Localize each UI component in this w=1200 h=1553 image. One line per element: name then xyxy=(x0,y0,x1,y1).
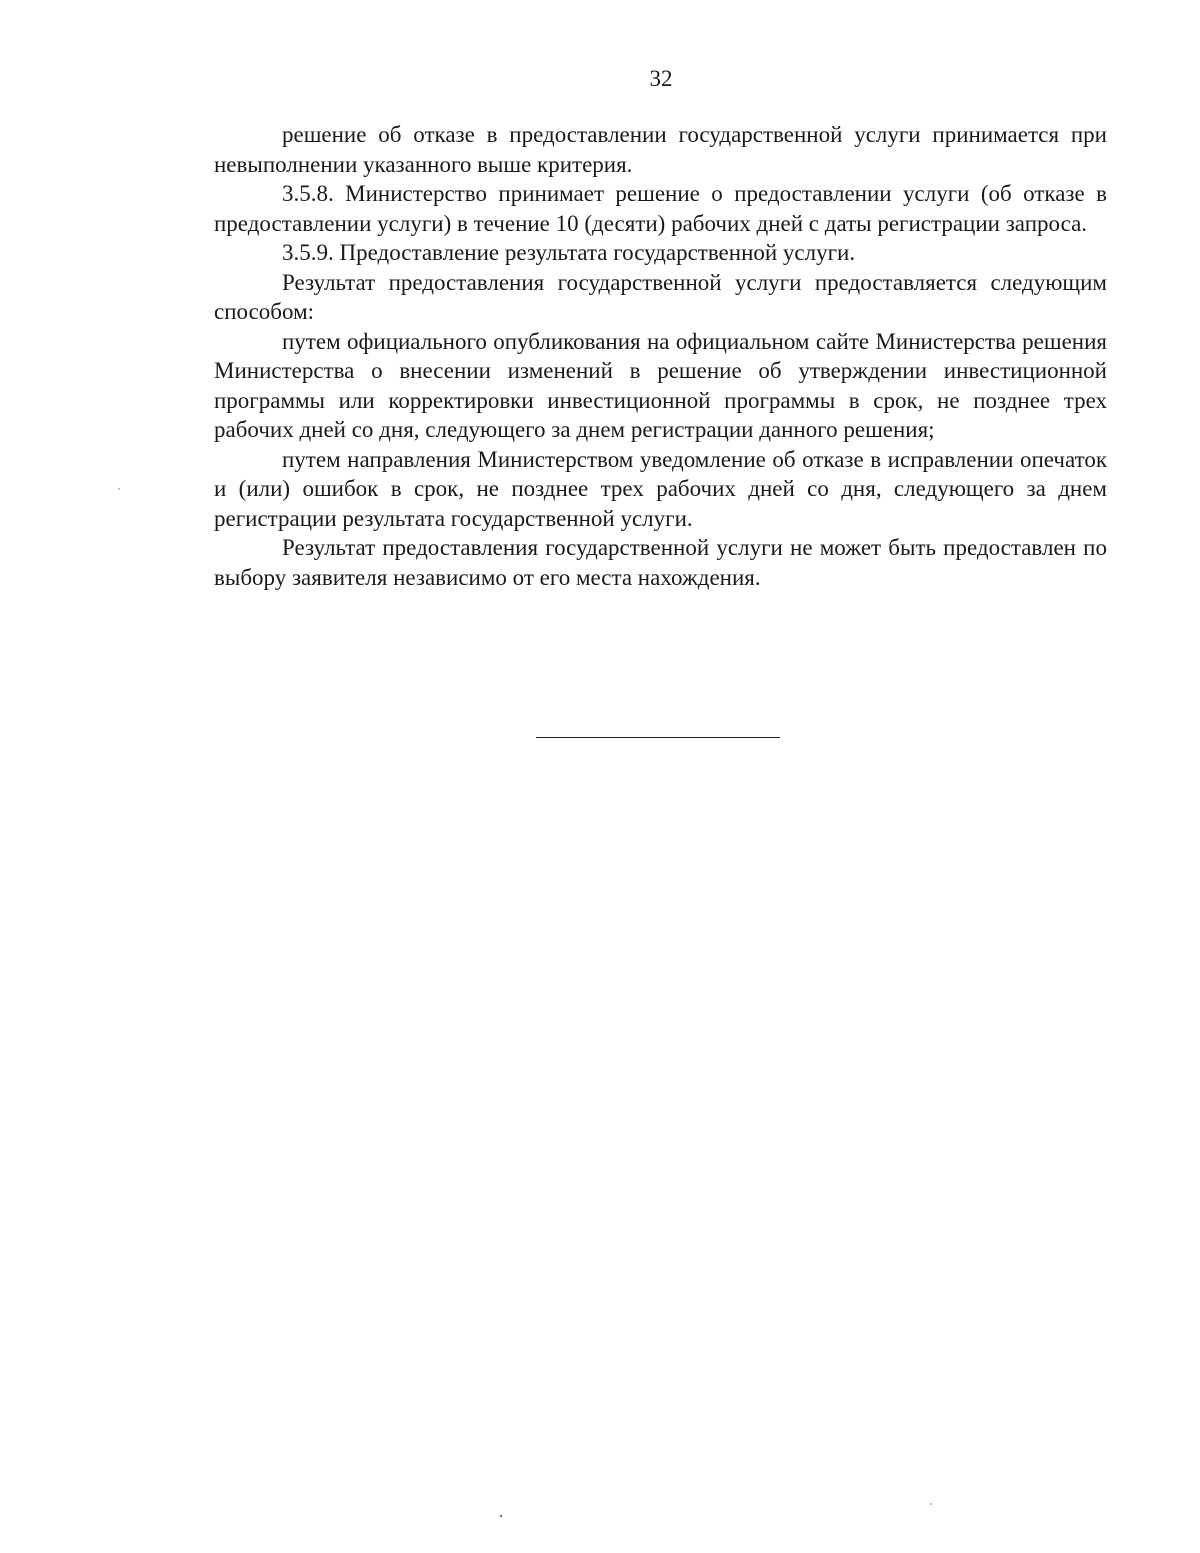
scan-speck xyxy=(118,488,120,490)
paragraph-official-publication: путем официального опубликования на официальном сайте Министерства решения Министерства о внесении изменений в решение об утверждении инвестиционной программы или корректировки инвестиционной программы в срок, не позднее трех рабочих дней со дня, следующего за днем регистрации данного решения; xyxy=(214,328,1107,442)
paragraph-refusal-notice: путем направления Министерством уведомление об отказе в исправлении опечаток и (или) ошибок в срок, не позднее трех рабочих дней со дня, следующего за днем регистрации результата государственной услуги. xyxy=(214,446,1107,531)
paragraph-result-method: Результат предоставления государственной услуги предоставляется следующим способом: xyxy=(214,269,1107,324)
paragraph-3-5-8: 3.5.8. Министерство принимает решение о предоставлении услуги (об отказе в предоставлении услуги) в течение 10 (десяти) рабочих дней с даты регистрации запроса. xyxy=(214,181,1107,236)
scan-speck xyxy=(500,1515,502,1517)
paragraph-refusal-decision: решение об отказе в предоставлении государственной услуги принимается при невыполнении указанного выше критерия. xyxy=(214,122,1107,177)
scan-speck xyxy=(930,1503,932,1505)
page-number: 32 xyxy=(649,66,673,91)
paragraph-extraterritorial: Результат предоставления государственной услуги не может быть предоставлен по выбору заявителя независимо от его места нахождения. xyxy=(214,535,1107,590)
document-body xyxy=(214,120,1107,592)
paragraph-3-5-9: 3.5.9. Предоставление результата государственной услуги. xyxy=(282,240,856,265)
end-of-text-divider xyxy=(536,737,780,738)
